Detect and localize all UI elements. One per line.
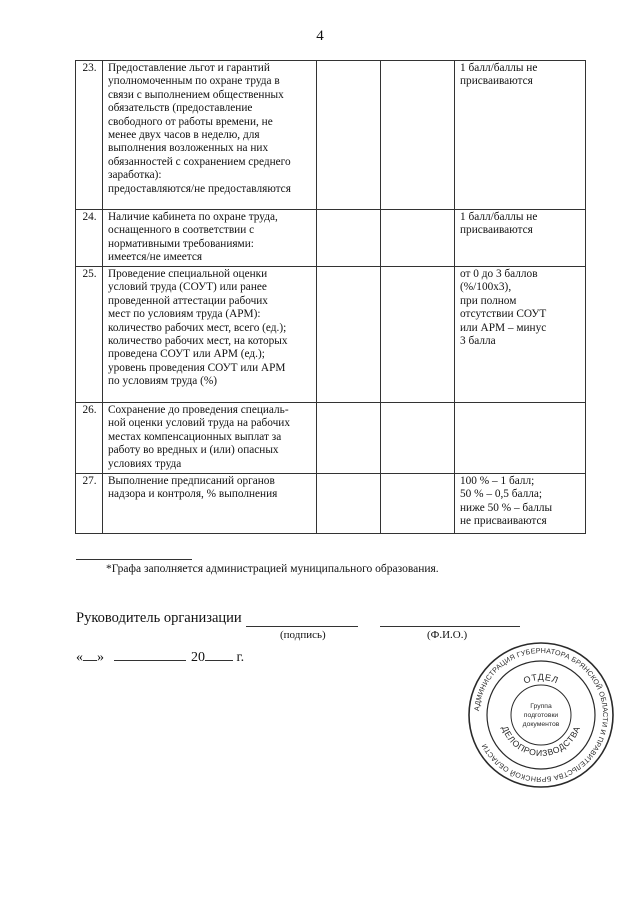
stamp-center-line-3: документов bbox=[522, 721, 560, 728]
criterion-text: Наличие кабинета по охране труда, оснащенного в соответствии с нормативными требованиями: имеется/не имеется bbox=[103, 210, 317, 267]
official-stamp bbox=[466, 640, 616, 790]
criterion-text: Сохранение до проведения специаль- ной оценки условий труда на рабочих местах компенсационных выплат за работу во вредных и (или) опасных условиях труда bbox=[103, 403, 317, 474]
date-open-quote: « bbox=[76, 650, 83, 665]
empty-cell bbox=[317, 210, 381, 267]
date-close-quote: » bbox=[97, 650, 104, 665]
empty-cell bbox=[317, 61, 381, 210]
criteria-table bbox=[75, 60, 586, 534]
score-text: 1 балл/баллы не присваиваются bbox=[455, 210, 586, 267]
score-text bbox=[455, 403, 586, 474]
signatory-label: Руководитель организации bbox=[76, 610, 242, 626]
signature-line bbox=[246, 610, 358, 627]
stamp-center-line-2: подготовки bbox=[523, 712, 559, 719]
table-row bbox=[76, 474, 586, 534]
month-blank bbox=[114, 646, 186, 661]
stamp-inner-top: ОТДЕЛ bbox=[522, 671, 561, 686]
page-number: 4 bbox=[316, 28, 324, 44]
table-row bbox=[76, 210, 586, 267]
svg-text:ДЕЛОПРОИЗВОДСТВА bbox=[500, 724, 582, 758]
empty-cell bbox=[381, 210, 455, 267]
empty-cell bbox=[317, 267, 381, 403]
year-prefix: 20 bbox=[191, 650, 205, 665]
full-name-hint: (Ф.И.О.) bbox=[427, 629, 468, 641]
year-blank bbox=[205, 646, 233, 661]
footnote-divider bbox=[76, 559, 192, 560]
stamp-center-line-1: Группа bbox=[530, 703, 552, 710]
table-row bbox=[76, 403, 586, 474]
criterion-text: Выполнение предписаний органов надзора и контроля, % выполнения bbox=[103, 474, 317, 534]
signature-hint: (подпись) bbox=[280, 629, 326, 641]
table-row bbox=[76, 61, 586, 210]
empty-cell bbox=[381, 403, 455, 474]
empty-cell bbox=[381, 61, 455, 210]
empty-cell bbox=[381, 267, 455, 403]
day-blank bbox=[83, 646, 97, 661]
date-row bbox=[76, 646, 244, 666]
year-suffix: г. bbox=[236, 650, 245, 665]
row-number: 25. bbox=[76, 267, 103, 403]
table-row bbox=[76, 267, 586, 403]
score-text: от 0 до 3 баллов (%/100x3), при полном отсутствии СОУТ или АРМ – минус 3 балла bbox=[455, 267, 586, 403]
stamp-inner-arc: ДЕЛОПРОИЗВОДСТВА bbox=[499, 724, 583, 759]
score-text: 1 балл/баллы не присваиваются bbox=[455, 61, 586, 210]
full-name-line bbox=[380, 610, 520, 627]
row-number: 24. bbox=[76, 210, 103, 267]
row-number: 26. bbox=[76, 403, 103, 474]
footnote: *Графа заполняется администрацией муниципального образования. bbox=[106, 563, 439, 575]
row-number: 23. bbox=[76, 61, 103, 210]
row-number: 27. bbox=[76, 474, 103, 534]
criterion-text: Предоставление льгот и гарантий уполномоченным по охране труда в связи с выполнением общественных обязательств (предоставление свободного от работы времени, не менее двух часов в неделю, для выполнения возложенных на них обязанностей с сохранением среднего заработка): предоставляются/не предоставляются bbox=[103, 61, 317, 210]
svg-text:ОТДЕЛ bbox=[522, 672, 560, 686]
empty-cell bbox=[317, 403, 381, 474]
criterion-text: Проведение специальной оценки условий труда (СОУТ) или ранее проведенной аттестации рабочих мест по условиям труда (АРМ): количество рабочих мест, всего (ед.); количество рабочих мест, на которых проведена СОУТ или АРМ (ед.); уровень проведения СОУТ или АРМ по условиям труда (%) bbox=[103, 267, 317, 403]
stamp-ring-text: АДМИНИСТРАЦИЯ ГУБЕРНАТОРА БРЯНСКОЙ ОБЛАСТИ И ПРАВИТЕЛЬСТВА БРЯНСКОЙ ОБЛАСТИ bbox=[473, 646, 610, 784]
empty-cell bbox=[381, 474, 455, 534]
empty-cell bbox=[317, 474, 381, 534]
score-text: 100 % – 1 балл; 50 % – 0,5 балла; ниже 50 % – баллы не присваиваются bbox=[455, 474, 586, 534]
